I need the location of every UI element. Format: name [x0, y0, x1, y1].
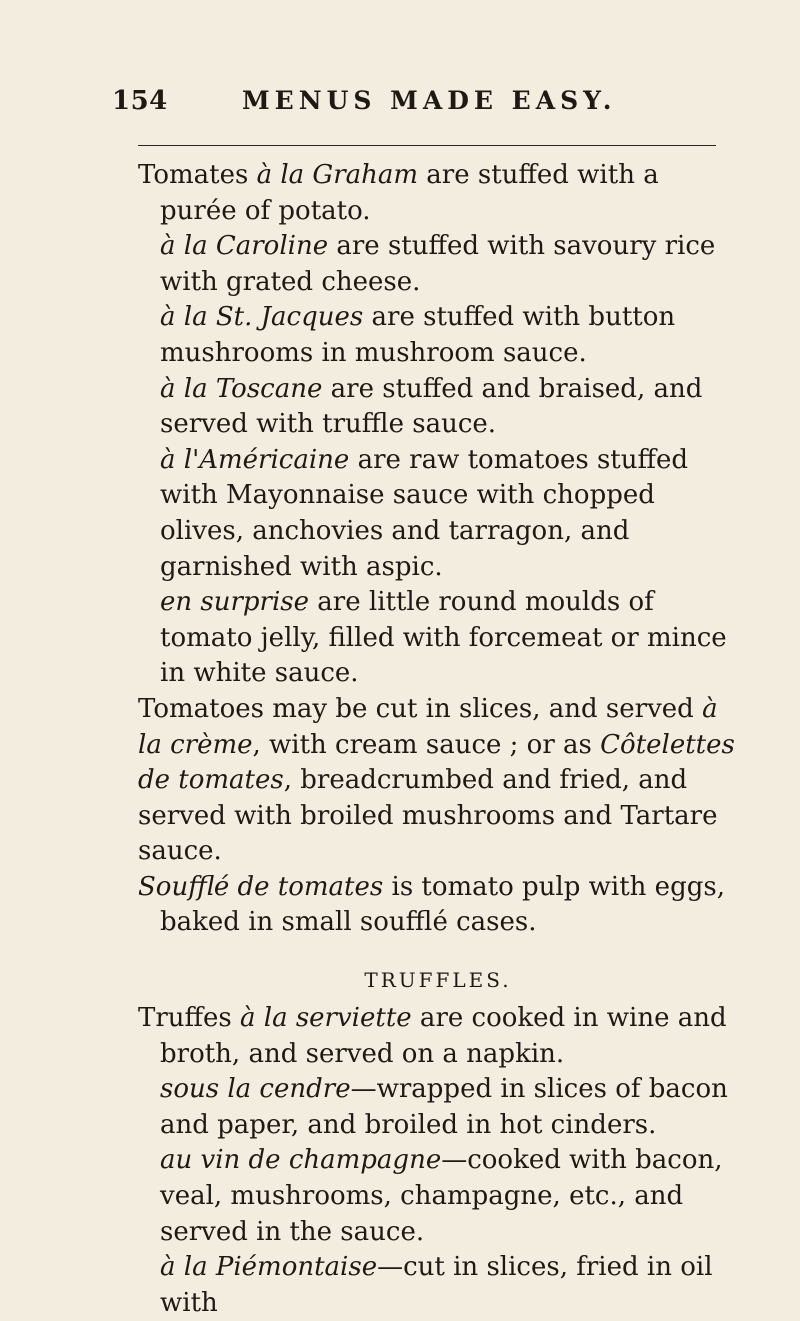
recipe-entry: sous la cendre—wrapped in slices of bacon and paper, and broiled in hot cinders. [160, 1074, 728, 1140]
recipe-entry: Truffes à la serviette are cooked in wine and broth, and served on a napkin. [138, 1003, 727, 1069]
page-number: 154 [112, 86, 168, 116]
recipe-entry: à la Toscane are stuffed and braised, and served with truffle sauce. [160, 373, 703, 440]
recipe-entry: à l'Américaine are raw tomatoes stuffed with Mayonnaise sauce with chopped olives, anchovies and tarragon, and garnished with aspic. [160, 444, 688, 582]
section-heading-truffles: TRUFFLES. [364, 968, 512, 993]
recipe-entry: en surprise are little round moulds of tomato jelly, filled with forcemeat or mince in white sauce. [160, 587, 727, 689]
recipe-entry: à la Piémontaise—cut in slices, fried in oil with [160, 1252, 713, 1318]
header-rule [138, 145, 716, 146]
page-body [138, 158, 738, 1321]
page-header [112, 86, 740, 126]
recipe-entry: Tomates à la Graham are stuffed with a purée of potato. [138, 160, 659, 226]
running-title: MENUS MADE EASY. [242, 86, 617, 115]
tomatoes-paragraph: Tomatoes may be cut in slices, and served à la crème, with cream sauce ; or as Côtelettes de tomates, breadcrumbed and fried, and served with broiled mushrooms and Tartare sauce. [138, 693, 735, 867]
recipe-entry: au vin de champagne—cooked with bacon, veal, mushrooms, champagne, etc., and served in the sauce. [160, 1145, 723, 1247]
recipe-entry: à la Caroline are stuffed with savoury rice with grated cheese. [160, 231, 716, 297]
souffle-entry: Soufflé de tomates is tomato pulp with eggs, baked in small soufflé cases. [138, 871, 725, 938]
recipe-entry: à la St. Jacques are stuffed with button mushrooms in mushroom sauce. [160, 302, 676, 368]
